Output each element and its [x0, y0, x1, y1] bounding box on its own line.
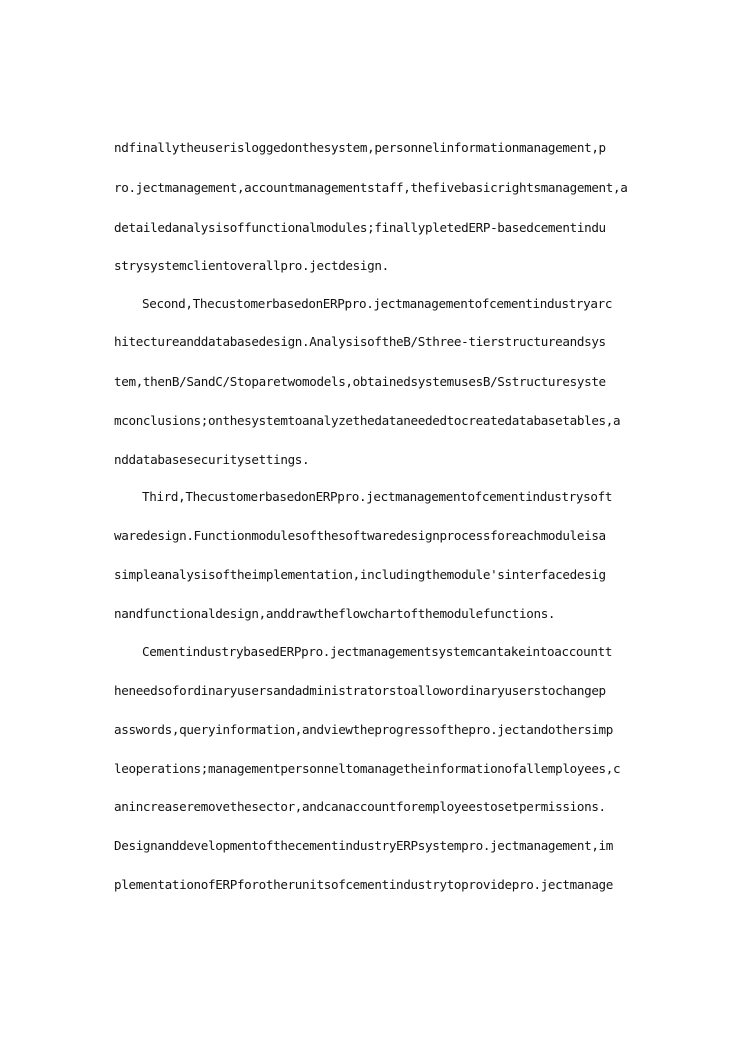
text-line: anincreaseremovethesector,andcanaccountforemployeestosetpermissions. [114, 799, 606, 814]
paragraph-first-line: CementindustrybasedERPpro.jectmanagementsystemcantakeintoaccountt [142, 644, 613, 659]
text-line: mconclusions;onthesystemtoanalyzethedataneededtocreatedatabasetables,a [114, 413, 621, 428]
paragraph-first-line: Third,ThecustomerbasedonERPpro.jectmanagementofcementindustrysoft [142, 489, 613, 504]
text-line: ndfinallytheuserisloggedonthesystem,personnelinformationmanagement,p [114, 140, 606, 155]
text-line: asswords,queryinformation,andviewtheprogressofthepro.jectandothersimp [114, 722, 614, 737]
text-line: plementationofERPforotherunitsofcementindustrytoprovidepro.jectmanage [114, 877, 614, 892]
text-line: leoperations;managementpersonneltomanagetheinformationofallemployees,c [114, 761, 621, 776]
text-line: nddatabasesecuritysettings. [114, 452, 310, 467]
text-line: ro.jectmanagement,accountmanagementstaff,thefivebasicrightsmanagement,a [114, 180, 628, 195]
text-line: nandfunctionaldesign,anddrawtheflowchartofthemodulefunctions. [114, 606, 556, 621]
text-line: DesignanddevelopmentofthecementindustryERPsystempro.jectmanagement,im [114, 838, 614, 853]
text-line: simpleanalysisoftheimplementation,includingthemodule'sinterfacedesig [114, 567, 606, 582]
paragraph-first-line: Second,ThecustomerbasedonERPpro.jectmanagementofcementindustryarc [142, 296, 613, 311]
text-line: tem,thenB/SandC/Stoparetwomodels,obtainedsystemusesB/Sstructuresyste [114, 374, 606, 389]
text-line: hitectureanddatabasedesign.AnalysisoftheB/Sthree-tierstructureandsys [114, 334, 606, 349]
text-line: heneedsofordinaryusersandadministratorstoallowordinaryuserstochangep [114, 683, 606, 698]
text-line: detailedanalysisoffunctionalmodules;finallypletedERP-basedcementindu [114, 220, 606, 235]
text-line: waredesign.Functionmodulesofthesoftwaredesignprocessforeachmoduleisa [114, 528, 606, 543]
text-line: strysystemclientoverallpro.jectdesign. [114, 258, 389, 273]
